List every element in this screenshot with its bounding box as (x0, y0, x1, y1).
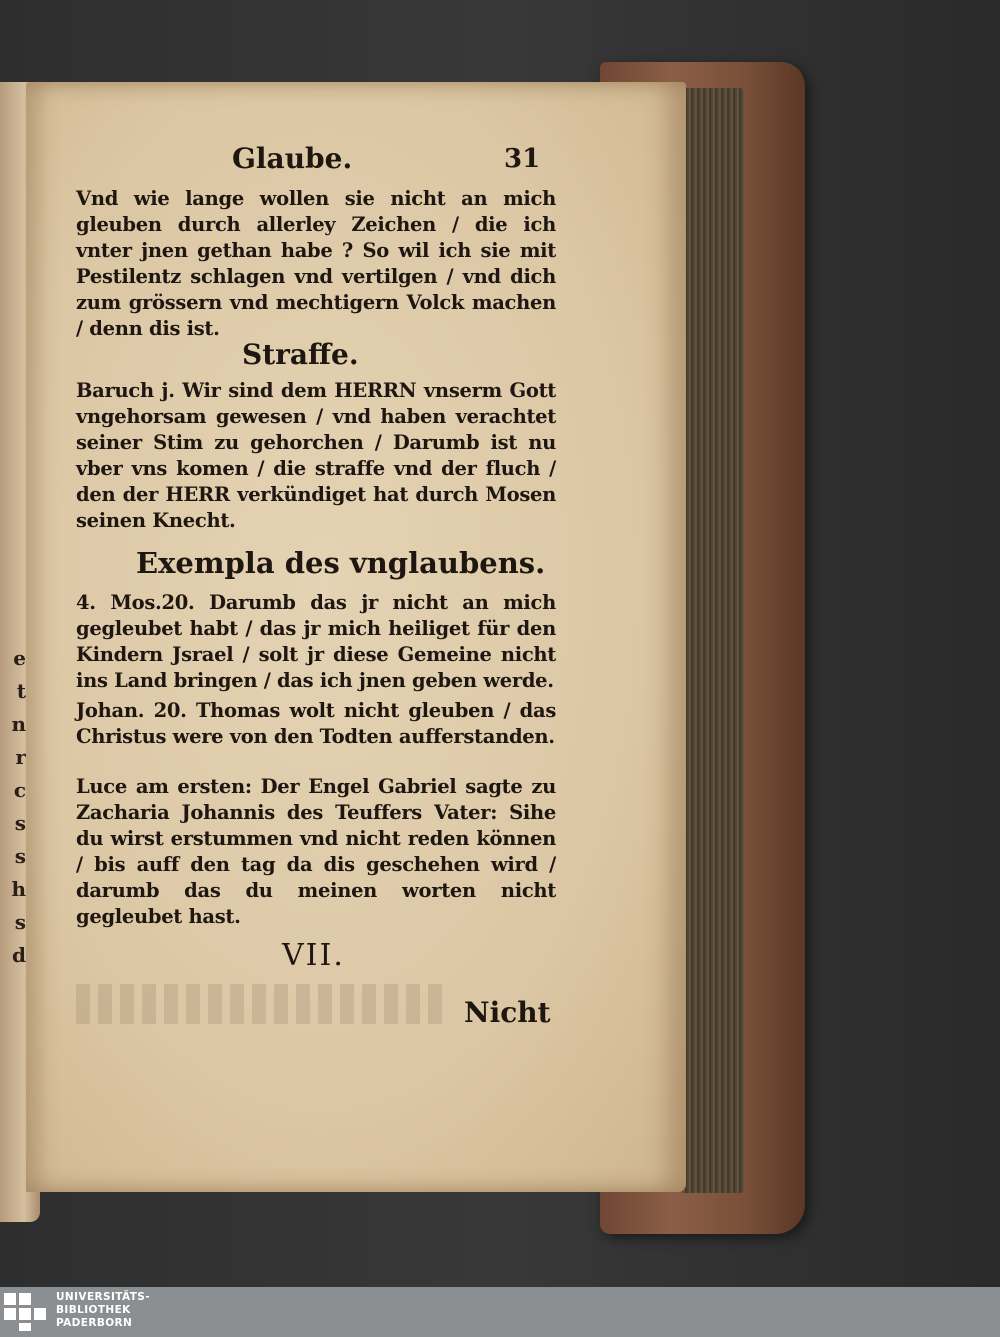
fragment: h (11, 877, 26, 901)
fragment: s (14, 910, 26, 934)
page-block-edges (682, 88, 744, 1193)
exempla-paragraph-2: Johan. 20. Thomas wolt nicht gleuben / das Christus were von den Todten aufferstanden. (76, 699, 556, 748)
signature-mark: VII. (282, 938, 345, 973)
page-number: 31 (504, 144, 541, 174)
heading-straffe: Straffe. (242, 338, 359, 371)
fragment: c (13, 778, 26, 802)
exempla-paragraph-1: 4. Mos.20. Darumb das jr nicht an mich gegleubet habt / das jr mich heiliget für den Kindern Jsrael / solt jr diese Gemeine nicht ins Land bringen / das ich jnen geben werde. (76, 591, 556, 692)
footer-bar (0, 1287, 1000, 1337)
library-name (56, 1291, 150, 1330)
fragment: d (12, 943, 26, 967)
book-page (26, 82, 686, 1192)
intro-paragraph: Vnd wie lange wollen sie nicht an mich gleuben durch allerley Zeichen / die ich vnter jnen gethan habe ? So wil ich sie mit Pestilentz schlagen vnd vertilgen / vnd dich zum grössern vnd mechtigern Volck machen / denn dis ist. (76, 187, 556, 340)
fragment: t (16, 679, 26, 703)
fragment: e (13, 646, 26, 670)
logo-line: PADERBORN (56, 1317, 133, 1329)
exempla-paragraph-3: Luce am ersten: Der Engel Gabriel sagte zu Zacharia Johannis des Teuffers Vater: Sihe du wirst erstummen vnd nicht reden können / bis auff den tag da dis geschehen wird / darumb das du meinen worten nicht gegleubet hast. (76, 775, 556, 928)
facing-page-letters (2, 642, 26, 972)
library-logo-icon (4, 1293, 48, 1331)
show-through-ink (76, 984, 446, 1024)
fragment: s (14, 811, 26, 835)
fragment: s (14, 844, 26, 868)
logo-line: UNIVERSITÄTS- (56, 1291, 151, 1303)
fragment: r (15, 745, 26, 769)
logo-line: BIBLIOTHEK (56, 1304, 131, 1316)
heading-exempla: Exempla des vnglaubens. (136, 546, 546, 580)
straffe-paragraph: Baruch j. Wir sind dem HERRN vnserm Gott vngehorsam gewesen / vnd haben verachtet seiner Stim zu gehorchen / Darumb ist nu vber vns komen / die straffe vnd der fluch / den der HERR verkündiget hat durch Mosen seinen Knecht. (76, 379, 556, 532)
catchword: Nicht (464, 996, 551, 1029)
fragment: n (11, 712, 26, 736)
running-head: Glaube. (232, 142, 353, 175)
